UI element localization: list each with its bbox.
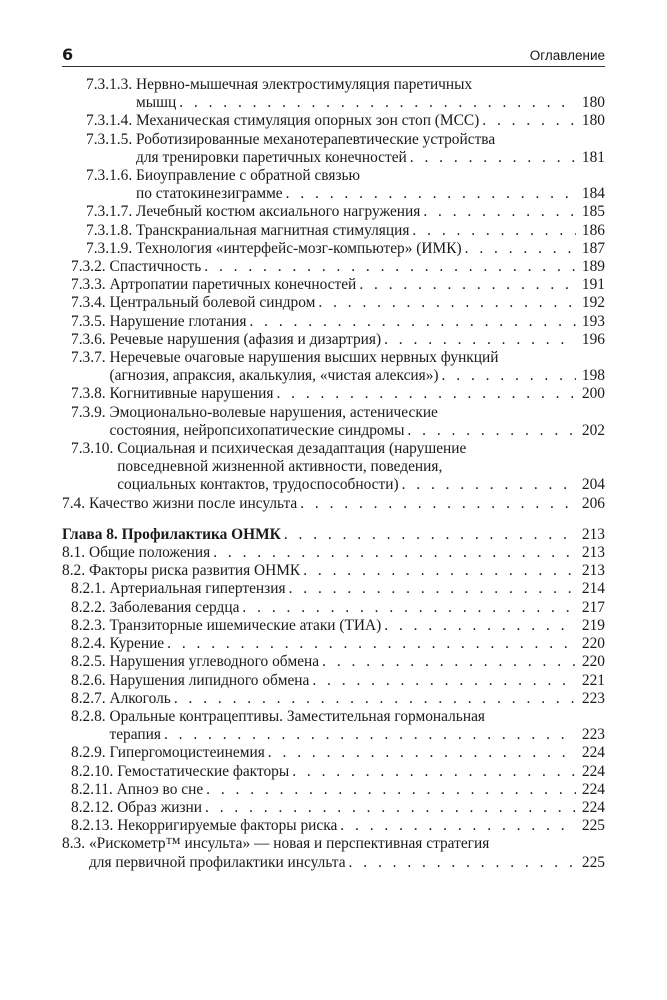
toc-entry[interactable] [62,276,605,294]
dot-leader [179,94,576,112]
toc-entry-title-line: Общие положения [88,544,211,562]
toc-entry-title-line: Алкоголь [109,689,171,707]
toc-entry-page: 221 [581,671,605,689]
toc-entry-page: 225 [581,817,605,835]
toc-entry[interactable] [62,635,605,653]
toc-entry-page: 198 [581,367,605,385]
toc-entry-title-line: Лечебный костюм аксиального нагружения [136,203,421,221]
dot-leader [284,526,576,544]
dot-leader [465,240,576,258]
toc-entry[interactable] [62,167,605,203]
toc-entry-page: 224 [581,798,605,816]
toc-entry-page: 214 [581,580,605,598]
toc-entry-title-line: Когнитивные нарушения [109,385,274,403]
toc-entry-title-line: Курение [109,635,165,653]
toc-entry-number: 8.2.7. [71,689,106,707]
toc-entry[interactable] [62,76,605,112]
dot-leader [213,544,576,562]
toc-entry-title-line: Транзиторные ишемические атаки (ТИА) [109,616,382,634]
toc-entry[interactable] [62,222,605,240]
toc-entry-title-line: «Рискометр™ инсульта» — новая и перспективная стратегия [88,835,490,853]
toc-entry-number: 7.3.9. [71,403,106,421]
toc-entry[interactable] [62,599,605,617]
dot-leader [482,112,576,130]
toc-entry-number: 7.3.1.6. [86,167,133,185]
toc-entry-number: 8.2.11. [71,780,113,798]
dot-leader [286,185,576,203]
toc-entry-number: 7.3.1.8. [86,221,133,239]
toc-entry-title-line: Роботизированные механотерапевтические устройства [136,130,496,148]
dot-leader [204,258,576,276]
toc-entry-number: 7.3.7. [71,349,106,367]
toc-entry-page: 213 [581,525,605,543]
toc-entry-number: 8.2.4. [71,635,106,653]
dot-leader [174,690,576,708]
toc-entry-title-line: Центральный болевой синдром [109,294,316,312]
toc-entry[interactable] [62,404,605,440]
toc-entry-title-line: для тренировки паретичных конечностей [136,148,407,166]
toc-entry-page: 186 [581,221,605,239]
dot-leader [249,313,576,331]
toc-entry[interactable] [62,440,605,495]
dot-leader [322,653,576,671]
toc-entry[interactable] [62,781,605,799]
toc-entry-number: 7.3.1.7. [86,203,133,221]
toc-entry-title-line: Образ жизни [117,798,203,816]
toc-entry-number: 7.3.3. [71,276,106,294]
toc-entry-number: 8.2.13. [71,817,114,835]
dot-leader [303,562,576,580]
page-number: 6 [62,45,74,64]
toc-entry[interactable] [62,562,605,580]
toc-entry[interactable] [62,313,605,331]
toc-entry-number: 7.3.1.4. [86,112,133,130]
toc-entry-number: 8.2.8. [71,707,106,725]
toc-entry-page: 225 [581,853,605,871]
dot-leader [289,580,576,598]
dot-leader [349,854,576,872]
toc-entry[interactable] [62,495,605,513]
toc-entry-number: 7.3.1.9. [86,239,133,257]
dot-leader [410,149,576,167]
toc-entry[interactable] [62,203,605,221]
toc-entry[interactable] [62,617,605,635]
toc-entry[interactable] [62,131,605,167]
toc-entry-page: 219 [581,616,605,634]
toc-entry-title-line: социальных контактов, трудоспособности) [117,476,399,494]
toc-entry-page: 192 [581,294,605,312]
toc-entry-number: 7.3.4. [71,294,106,312]
toc-entry-title-line: (агнозия, апраксия, акалькулия, «чистая алексия») [109,367,439,385]
toc-entry-number: 8.2.10. [71,762,114,780]
toc-entry-number: 8.2.2. [71,598,106,616]
toc-entry-title-line: Оральные контрацептивы. Заместительная гормональная [109,707,485,725]
toc-entry-page: 223 [581,726,605,744]
toc-entry-title-line: Речевые нарушения (афазия и дизартрия) [109,330,382,348]
toc-entry[interactable] [62,708,605,744]
toc-entry[interactable] [62,672,605,690]
toc-entry-title-line: Гипергомоцистеинемия [109,744,265,762]
toc-entry-number: 8.3. [62,835,86,853]
dot-leader [300,495,576,513]
toc-entry[interactable] [62,349,605,385]
dot-leader [412,222,576,240]
running-section-title: Оглавление [529,48,605,63]
toc-entry-title-line: Социальная и психическая дезадаптация (нарушение [117,440,467,458]
toc-entry-page: 224 [581,762,605,780]
dot-leader [340,817,576,835]
toc-entry[interactable] [62,580,605,598]
toc-entry-title-line: Спастичность [109,258,202,276]
dot-leader [402,476,576,494]
toc-entry-title-line: Артропатии паретичных конечностей [109,276,357,294]
toc-entry-page: 217 [581,598,605,616]
toc-entry-number: 7.3.8. [71,385,106,403]
dot-leader [268,744,576,762]
toc-entry-page: 184 [581,185,605,203]
toc-entry[interactable] [62,385,605,403]
toc-entry-page: 191 [581,276,605,294]
toc-entry-page: 224 [581,744,605,762]
dot-leader [442,367,576,385]
toc-entry-page: 200 [581,385,605,403]
toc-entry-title-line: Гемостатические факторы [117,762,290,780]
toc-entry-page: 213 [581,562,605,580]
dot-leader [276,385,576,403]
toc-entry-title-line: Нарушения липидного обмена [109,671,310,689]
toc-entry-page: 187 [581,239,605,257]
toc-entry[interactable] [62,258,605,276]
toc-entry-title-line: Биоуправление с обратной связью [136,167,361,185]
table-of-contents [62,76,605,872]
toc-entry-title-line: Неречевые очаговые нарушения высших нервных функций [109,349,499,367]
dot-leader [384,617,576,635]
toc-entry-page: 202 [581,421,605,439]
toc-entry-title-line: Заболевания сердца [109,598,240,616]
section-spacer [62,513,605,526]
toc-entry-page: 223 [581,689,605,707]
toc-entry[interactable] [62,112,605,130]
dot-leader [242,599,576,617]
toc-entry-page: 220 [581,635,605,653]
toc-entry-page: 181 [581,148,605,166]
dot-leader [205,799,576,817]
toc-entry-number: 7.3.6. [71,330,106,348]
toc-entry-page: 196 [581,330,605,348]
toc-entry-number: 7.3.5. [71,312,106,330]
toc-entry-number: 7.3.10. [71,440,114,458]
dot-leader [312,672,576,690]
toc-entry-page: 193 [581,312,605,330]
toc-entry[interactable] [62,799,605,817]
toc-entry-title-line: Нарушения углеводного обмена [109,653,320,671]
toc-entry-title-line: Механическая стимуляция опорных зон стоп (МСС) [136,112,480,130]
dot-leader [164,726,576,744]
toc-entry-title-line: Апноэ во сне [116,780,204,798]
toc-entry[interactable] [62,331,605,349]
toc-entry-title-line: для первичной профилактики инсульта [88,853,346,871]
toc-entry-title-line: Транскраниальная магнитная стимуляция [136,221,410,239]
toc-entry-title-line: Артериальная гипертензия [109,580,286,598]
toc-entry-number: 8.2.9. [71,744,106,762]
toc-entry-page: 180 [581,94,605,112]
toc-entry[interactable] [62,817,605,835]
dot-leader [167,635,576,653]
toc-entry-page: 224 [581,780,605,798]
dot-leader [318,294,576,312]
toc-entry-title-line: по статокинезиграмме [136,185,283,203]
toc-entry[interactable] [62,744,605,762]
toc-entry-title-line: Нарушение глотания [109,312,247,330]
toc-entry-title-line: мышц [136,94,177,112]
toc-entry[interactable] [62,763,605,781]
toc-entry-page: 206 [581,494,605,512]
toc-entry-title-line: Глава 8. Профилактика ОНМК [62,525,281,543]
page-header [62,46,605,66]
toc-entry-number: 8.2.5. [71,653,106,671]
toc-entry-title-line: Факторы риска развития ОНМК [88,562,301,580]
toc-entry-page: 213 [581,544,605,562]
toc-entry[interactable] [62,653,605,671]
toc-entry-title-line: состояния, нейропсихопатические синдромы [109,421,405,439]
toc-entry-page: 180 [581,112,605,130]
toc-entry-number: 7.3.1.5. [86,130,133,148]
toc-entry-number: 8.2.12. [71,798,114,816]
dot-leader [384,331,576,349]
toc-entry-number: 8.1. [62,544,86,562]
toc-entry-page: 204 [581,476,605,494]
toc-entry-title-line: Нервно-мышечная электростимуляция паретичных [136,76,473,93]
dot-leader [407,422,576,440]
toc-entry-number: 7.4. [62,494,86,512]
toc-entry[interactable] [62,544,605,562]
toc-entry-title-line: терапия [109,726,161,744]
toc-entry-title-line: Качество жизни после инсульта [88,494,298,512]
dot-leader [292,763,576,781]
toc-entry-number: 8.2. [62,562,86,580]
toc-entry-number: 8.2.6. [71,671,106,689]
toc-entry-page: 220 [581,653,605,671]
toc-entry-number: 8.2.1. [71,580,106,598]
toc-entry-number: 7.3.1.3. [86,76,133,93]
toc-entry-number: 7.3.2. [71,258,106,276]
toc-entry-title-line: Некорригируемые факторы риска [117,817,338,835]
toc-entry-title-line: Эмоционально-волевые нарушения, астенические [109,403,438,421]
toc-entry-page: 189 [581,258,605,276]
toc-entry-page: 185 [581,203,605,221]
header-divider [62,66,605,67]
dot-leader [359,276,576,294]
dot-leader [423,203,576,221]
toc-entry[interactable] [62,240,605,258]
toc-entry-number: 8.2.3. [71,616,106,634]
toc-entry[interactable] [62,690,605,708]
toc-entry-title-line: повседневной жизненной активности, поведения, [117,458,443,476]
toc-entry-title-line: Технология «интерфейс-мозг-компьютер» (ИМК) [136,239,462,257]
toc-entry[interactable] [62,294,605,312]
toc-entry[interactable] [62,526,605,544]
toc-entry[interactable] [62,835,605,871]
dot-leader [206,781,576,799]
